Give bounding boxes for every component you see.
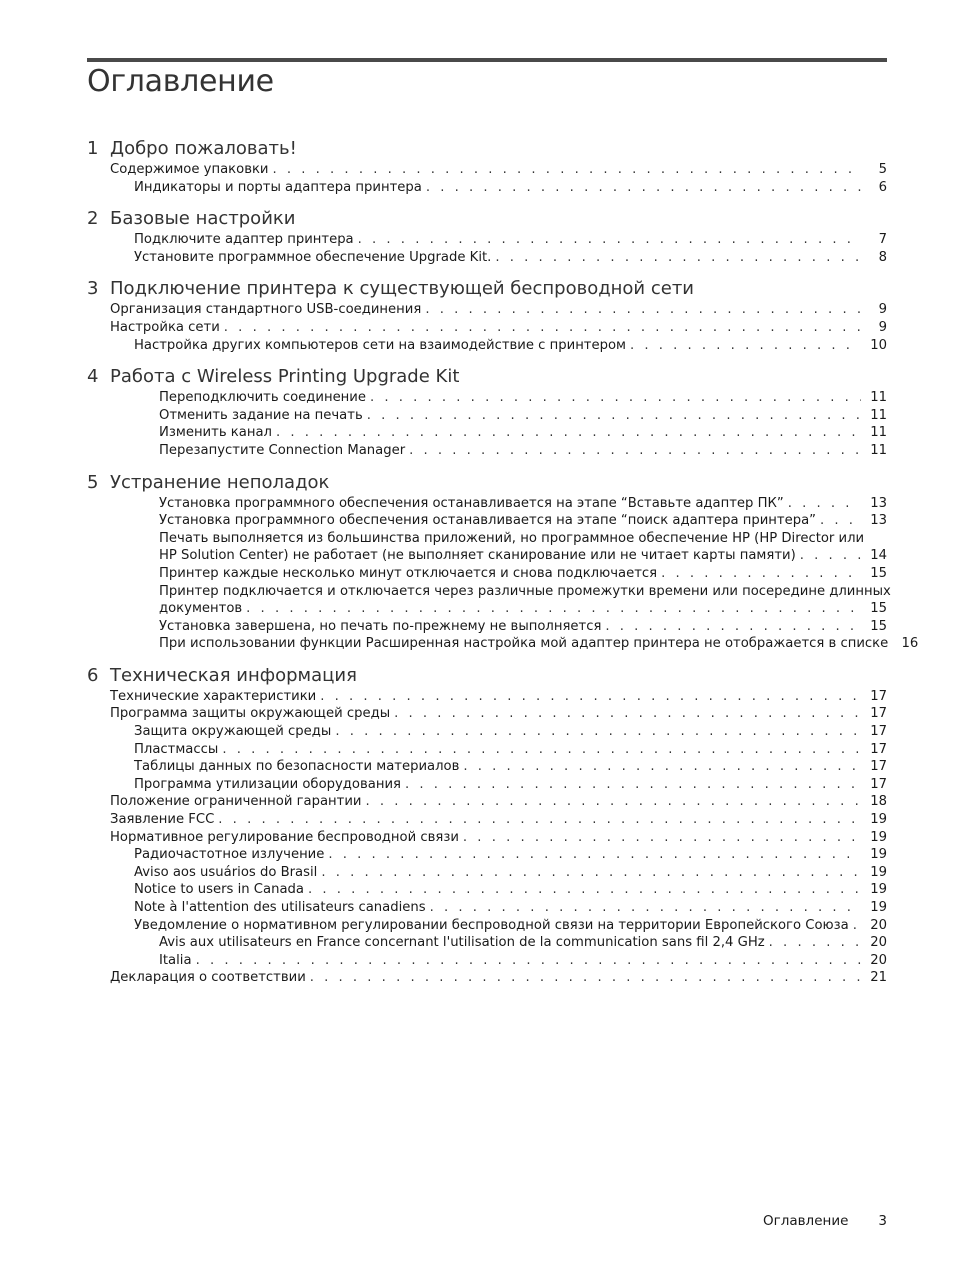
chapter-number: 2 <box>87 208 99 230</box>
toc-entry-title: Таблицы данных по безопасности материалов <box>134 759 460 775</box>
toc-entry-title: Программа защиты окружающей среды <box>110 706 391 722</box>
toc-entry-title: Нормативное регулирование беспроводной связи <box>110 829 459 845</box>
toc-entry-page: 15 <box>870 601 887 617</box>
toc-entry-title: Уведомление о нормативном регулировании беспроводной связи на территории Европейского Союза <box>134 917 849 933</box>
toc-entry-title: Italia <box>159 952 192 968</box>
toc-entry-title: Радиочастотное излучение <box>134 847 325 863</box>
toc-entry-title: Установка программного обеспечения останавливается на этапе “поиск адаптера принтера” <box>159 513 817 529</box>
toc-entry-title: Принтер каждые несколько минут отключается и снова подключается <box>159 565 658 581</box>
chapter-number: 3 <box>87 278 99 300</box>
toc-entry-page: 21 <box>870 970 887 986</box>
toc-entry[interactable] <box>159 495 887 513</box>
toc-entry-title: Содержимое упаковки <box>110 162 269 177</box>
toc-entry-page: 10 <box>870 337 887 353</box>
toc-entry-page: 17 <box>870 724 887 740</box>
chapter-title: Техническая информация <box>110 664 357 686</box>
toc-entry-title: Установите программное обеспечение Upgrade Kit. <box>134 249 492 265</box>
dot-leader <box>328 846 861 864</box>
toc-entry-page: 11 <box>870 390 887 406</box>
toc-entry-title: Установка программного обеспечения останавливается на этапе “Вставьте адаптер ПК” <box>159 495 784 511</box>
toc-entry-page: 20 <box>870 935 887 951</box>
toc-entry-page: 18 <box>870 794 887 810</box>
toc-entry-title: Avis aux utilisateurs en France concernant l'utilisation de la communication sans fil 2,4 GHz <box>159 935 765 951</box>
dot-leader <box>769 934 861 952</box>
dot-leader <box>394 705 861 723</box>
dot-leader <box>246 600 861 618</box>
dot-leader <box>321 864 861 882</box>
toc-entry[interactable] <box>110 301 887 319</box>
chapter-number: 5 <box>87 471 99 493</box>
toc-entry[interactable] <box>134 179 887 197</box>
toc-entry[interactable] <box>134 881 887 899</box>
chapter-spacer <box>87 460 887 472</box>
dot-leader <box>409 442 861 460</box>
toc-entry[interactable] <box>134 337 887 355</box>
toc-entry[interactable] <box>110 688 887 706</box>
chapter-heading[interactable] <box>87 665 887 688</box>
toc-entry-page: 20 <box>870 917 887 933</box>
toc-entry-title: Перезапустите Connection Manager <box>159 442 406 458</box>
toc-entry-title: Notice to users in Canada <box>134 882 304 898</box>
toc-entry[interactable] <box>159 424 887 442</box>
toc-entry-page: 14 <box>870 548 887 564</box>
dot-leader <box>222 741 861 759</box>
dot-leader <box>605 618 861 636</box>
toc-entry[interactable] <box>110 319 887 337</box>
chapter-spacer <box>87 266 887 278</box>
toc-entry-title: Настройка сети <box>110 319 220 335</box>
toc-entry[interactable] <box>134 758 887 776</box>
toc-entry-title: HP Solution Center) не работает (не выполняет сканирование или не читает карты памяти) <box>159 548 796 564</box>
chapter-spacer <box>87 653 887 665</box>
chapter-spacer <box>87 196 887 208</box>
toc-entry-page: 16 <box>901 636 919 652</box>
toc-entry-page: 19 <box>870 847 887 863</box>
toc-entry[interactable] <box>134 846 887 864</box>
toc-entry[interactable] <box>159 442 887 460</box>
chapter-title: Добро пожаловать! <box>110 138 297 159</box>
toc-entry[interactable] <box>159 565 887 583</box>
toc-entry[interactable] <box>159 618 887 636</box>
toc-entry-title: Индикаторы и порты адаптера принтера <box>134 179 422 195</box>
dot-leader <box>788 495 861 513</box>
toc-entry-page: 17 <box>870 759 887 775</box>
toc-entry-page: 11 <box>870 407 887 423</box>
toc-entry-page: 7 <box>878 232 887 248</box>
dot-leader <box>800 547 861 565</box>
toc-entry[interactable] <box>134 917 887 935</box>
dot-leader <box>853 917 861 935</box>
toc-entry-page: 19 <box>870 882 887 898</box>
toc-entry[interactable] <box>159 547 887 565</box>
dot-leader <box>335 723 861 741</box>
toc-entry-page: 19 <box>870 864 887 880</box>
toc-entry[interactable] <box>134 864 887 882</box>
page-footer <box>763 1213 887 1229</box>
toc-entry-title: При использовании функции Расширенная настройка мой адаптер принтера не отображается в списке <box>159 636 889 652</box>
toc-entry-page: 20 <box>870 952 887 968</box>
dot-leader <box>463 758 861 776</box>
dot-leader <box>366 793 861 811</box>
toc-entry[interactable] <box>110 829 887 847</box>
dot-leader <box>661 565 861 583</box>
toc-entry-title: Note à l'attention des utilisateurs canadiens <box>134 900 426 915</box>
toc-entry-page: 5 <box>878 162 887 177</box>
toc-entry[interactable] <box>134 776 887 794</box>
toc-entry-page: 17 <box>870 741 887 757</box>
chapter-title: Работа с Wireless Printing Upgrade Kit <box>110 366 460 388</box>
toc-entry-page: 19 <box>870 812 887 828</box>
dot-leader <box>820 512 861 530</box>
dot-leader <box>218 811 861 829</box>
toc-entry[interactable] <box>159 952 887 970</box>
toc-entry-title: Заявление FCC <box>110 812 215 828</box>
chapter-title: Базовые настройки <box>110 208 296 230</box>
chapter-heading[interactable] <box>87 138 887 161</box>
toc-entry-title: Организация стандартного USB-соединения <box>110 302 422 318</box>
toc-entry-title: Переподключить соединение <box>159 390 366 406</box>
toc-entry-page: 17 <box>870 706 887 722</box>
toc-entry-title: Отменить задание на печать <box>159 407 363 423</box>
toc-entry-page: 13 <box>870 495 887 511</box>
page-title: Оглавление <box>87 64 274 99</box>
toc-entry[interactable] <box>134 741 887 759</box>
toc-entry-page: 15 <box>870 565 887 581</box>
toc-entry[interactable] <box>110 161 887 179</box>
toc-entry-page: 17 <box>870 688 887 704</box>
toc-entry[interactable] <box>110 811 887 829</box>
chapter-number: 1 <box>87 138 99 159</box>
toc-entry[interactable] <box>134 249 887 267</box>
chapter-title: Устранение неполадок <box>110 471 330 493</box>
dot-leader <box>310 969 861 987</box>
dot-leader <box>308 881 861 899</box>
toc-entry-title-line1: Принтер подключается и отключается через различные промежутки времени или посередине длинных <box>159 583 891 599</box>
toc-entry-page: 11 <box>870 425 887 441</box>
chapter-number: 4 <box>87 366 99 388</box>
toc-entry[interactable] <box>159 389 887 407</box>
toc-entry-title: Декларация о соответствии <box>110 970 306 986</box>
toc-entry[interactable] <box>110 705 887 723</box>
toc-entry-title: Подключите адаптер принтера <box>134 232 354 248</box>
toc-entry-page: 8 <box>878 249 887 265</box>
toc-entry-page: 6 <box>878 179 887 195</box>
toc-entry[interactable] <box>159 934 887 952</box>
toc-entry[interactable] <box>134 231 887 249</box>
toc-entry[interactable] <box>159 635 919 653</box>
top-rule <box>87 58 887 62</box>
chapter-spacer <box>87 354 887 366</box>
toc-entry-line[interactable] <box>159 530 887 548</box>
dot-leader <box>405 776 861 794</box>
dot-leader <box>495 249 861 267</box>
toc-entry[interactable] <box>159 407 887 425</box>
toc-entry-title: Положение ограниченной гарантии <box>110 794 362 810</box>
dot-leader <box>273 161 861 179</box>
dot-leader <box>630 337 861 355</box>
dot-leader <box>425 301 861 319</box>
toc-entry-page: 15 <box>870 618 887 634</box>
chapter-title: Подключение принтера к существующей беспроводной сети <box>110 278 695 300</box>
dot-leader <box>320 688 861 706</box>
toc-entry-page: 19 <box>870 900 887 915</box>
dot-leader <box>367 407 861 425</box>
dot-leader <box>370 389 861 407</box>
dot-leader <box>430 899 861 917</box>
toc-entry[interactable] <box>110 793 887 811</box>
toc-entry[interactable] <box>159 512 887 530</box>
toc-entry-title: Программа утилизации оборудования <box>134 776 401 792</box>
toc-entry-title: Настройка других компьютеров сети на взаимодействие с принтером <box>134 337 626 353</box>
dot-leader <box>463 829 861 847</box>
dot-leader <box>224 319 861 337</box>
toc-entry-page: 11 <box>870 442 887 458</box>
toc-entry-title: Установка завершена, но печать по-прежнему не выполняется <box>159 618 602 634</box>
toc-entry-title: Aviso aos usuários do Brasil <box>134 864 318 880</box>
toc-entry-title-line1: Печать выполняется из большинства приложений, но программное обеспечение HP (HP Director или <box>159 530 865 546</box>
dot-leader <box>426 179 861 197</box>
toc-entry-page: 13 <box>870 513 887 529</box>
footer-label: Оглавление <box>762 1213 849 1229</box>
toc-entry-page: 19 <box>870 829 887 845</box>
toc-entry-page: 9 <box>878 302 887 318</box>
toc-entry-page: 9 <box>878 319 887 335</box>
toc-entry-title: документов <box>159 601 243 617</box>
toc-entry-title: Пластмассы <box>134 741 219 757</box>
toc-entry[interactable] <box>134 723 887 741</box>
chapter-number: 6 <box>87 664 99 686</box>
toc-entry[interactable] <box>159 600 887 618</box>
toc-entry-title: Изменить канал <box>159 425 272 441</box>
dot-leader <box>358 231 861 249</box>
table-of-contents <box>87 138 919 987</box>
chapter-heading[interactable] <box>87 366 887 389</box>
toc-entry[interactable] <box>110 969 887 987</box>
chapter-heading[interactable] <box>87 472 887 495</box>
toc-entry-title: Технические характеристики <box>110 688 317 704</box>
toc-entry-page: 17 <box>870 776 887 792</box>
chapter-heading[interactable] <box>87 208 887 231</box>
chapter-heading[interactable] <box>87 278 887 301</box>
toc-entry-line[interactable] <box>159 583 891 601</box>
footer-page-number: 3 <box>878 1213 887 1229</box>
toc-entry[interactable] <box>134 899 887 917</box>
toc-entry-title: Защита окружающей среды <box>134 724 332 740</box>
dot-leader <box>196 952 861 970</box>
dot-leader <box>276 424 861 442</box>
